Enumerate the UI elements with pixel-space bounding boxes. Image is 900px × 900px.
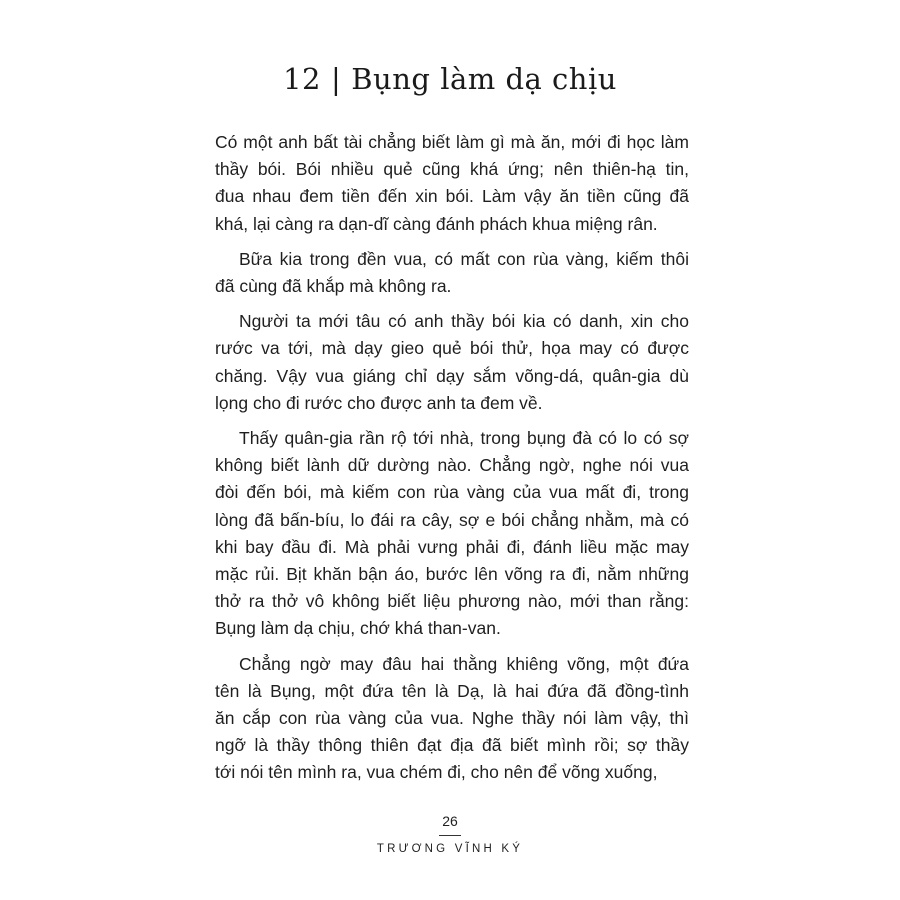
paragraph bbox=[215, 651, 689, 787]
body-text bbox=[215, 129, 689, 795]
text-line: mặc rủi. Bịt khăn bận áo, bước lên võng ra đi, nằm những bbox=[215, 564, 689, 585]
text-line: lòng đã bấn-bíu, lo đái ra cây, sợ e bói chẳng nhằm, mà có bbox=[215, 509, 689, 530]
text-line: ăn cắp con rùa vàng của vua. Nghe thầy nói làm vậy, thì bbox=[215, 708, 689, 729]
chapter-title: Bụng làm dạ chịu bbox=[351, 62, 617, 96]
text-line: thầy bói. Bói nhiều quẻ cũng khá ứng; nên thiên-hạ tin, bbox=[215, 159, 689, 180]
text-line: ngỡ là thầy thông thiên đạt địa đã biết mình rồi; sợ thầy bbox=[215, 735, 689, 756]
running-footer-author: TRƯƠNG VĨNH KÝ bbox=[376, 843, 524, 855]
chapter-separator: | bbox=[330, 62, 342, 96]
text-line: rước va tới, mà dạy gieo quẻ bói thử, họa may có được bbox=[215, 338, 689, 359]
text-line: đua nhau đem tiền đến xin bói. Làm vậy ăn tiền cũng đã bbox=[215, 186, 689, 207]
paragraph bbox=[215, 129, 689, 238]
text-line: đã cùng đã khắp mà không ra. bbox=[215, 276, 452, 297]
page-footer bbox=[0, 813, 900, 855]
text-line: không biết lành dữ dường nào. Chẳng ngờ, nghe nói vua bbox=[215, 455, 689, 476]
text-line: đòi đến bói, mà kiếm con rùa vàng của vua mất đi, trong bbox=[215, 482, 689, 503]
text-line: khi bay đầu đi. Mà phải vưng phải đi, đánh liều mặc may bbox=[215, 536, 689, 557]
text-line: Có một anh bất tài chẳng biết làm gì mà ăn, mới đi học làm bbox=[215, 132, 689, 152]
footer-divider bbox=[439, 835, 461, 836]
text-line: khá, lại càng ra dạn-dĩ càng đánh phách khua miệng rân. bbox=[215, 213, 658, 234]
text-line: Chẳng ngờ may đâu hai thằng khiêng võng, một đứa bbox=[239, 653, 689, 674]
paragraph bbox=[215, 246, 689, 300]
text-line: Người ta mới tâu có anh thầy bói kia có danh, xin cho bbox=[239, 311, 689, 332]
page-number: 26 bbox=[442, 813, 458, 829]
paragraph bbox=[215, 308, 689, 417]
chapter-number: 12 bbox=[283, 62, 321, 96]
text-line: Bụng làm dạ chịu, chớ khá than-van. bbox=[215, 618, 501, 639]
chapter-heading bbox=[0, 62, 900, 96]
text-line: thở ra thở vô không biết liệu phương nào, mới than rằng: bbox=[215, 591, 689, 612]
text-line: Bữa kia trong đền vua, có mất con rùa vàng, kiếm thôi bbox=[239, 248, 689, 269]
text-line: Thấy quân-gia rần rộ tới nhà, trong bụng đà có lo có sợ bbox=[239, 428, 689, 449]
text-line: tới nói tên mình ra, vua chém đi, cho nên để võng xuống, bbox=[215, 762, 658, 783]
text-line: tên là Bụng, một đứa tên là Dạ, là hai đứa đã đồng-tình bbox=[215, 680, 689, 701]
paragraph bbox=[215, 425, 689, 643]
text-line: lọng cho đi rước cho được anh ta đem về. bbox=[215, 392, 543, 413]
text-line: chăng. Vậy vua giáng chỉ dạy sắm võng-dá, quân-gia dù bbox=[215, 365, 689, 386]
